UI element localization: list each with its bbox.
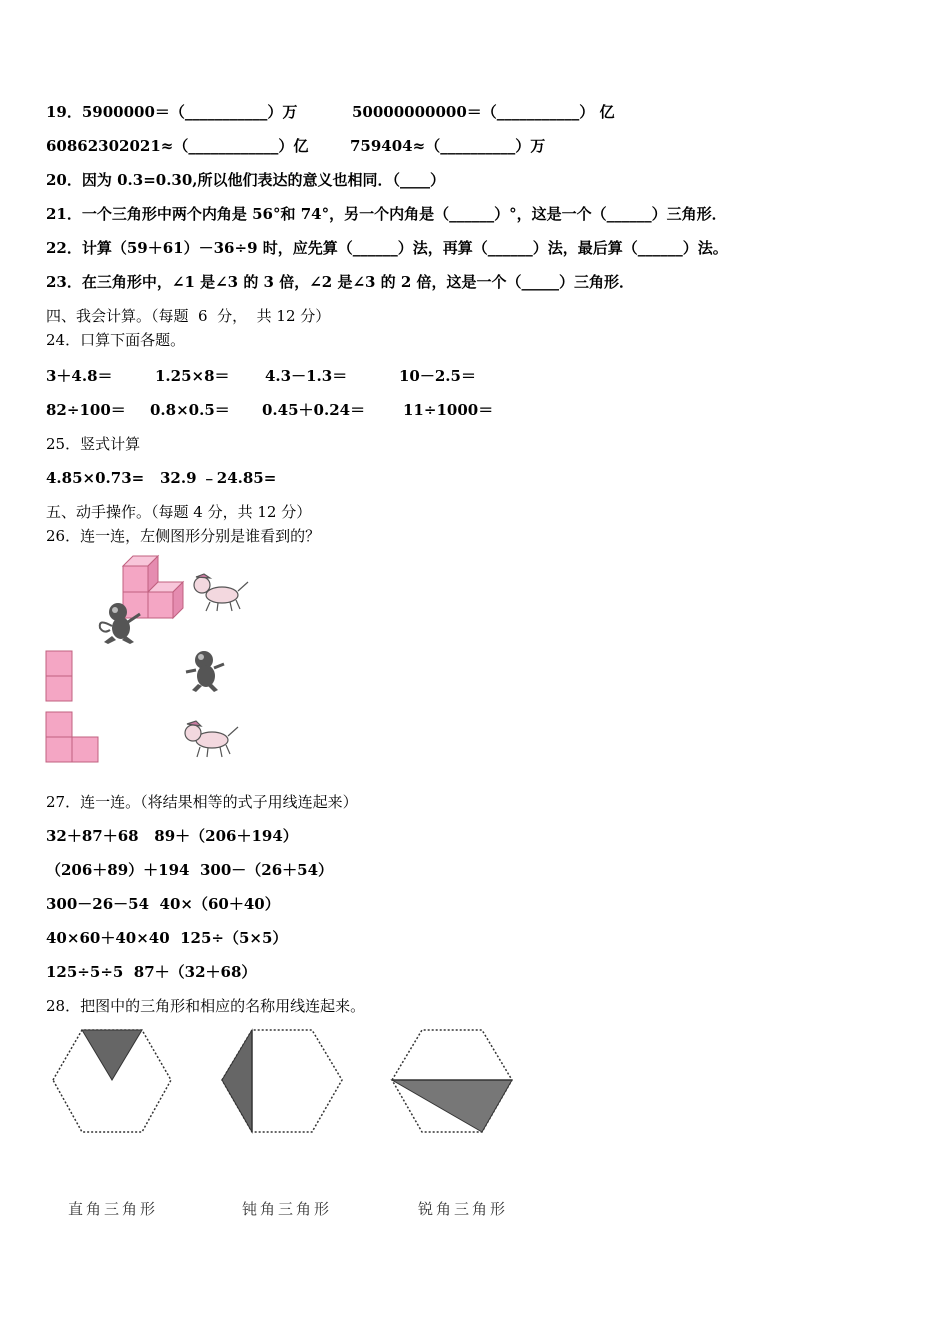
shape-l [46,712,98,762]
q28-title: 28．把图中的三角形和相应的名称用线连起来。 [46,997,366,1015]
hexagon-1 [53,1030,171,1132]
label-obtuse-triangle: 钝角三角形 [242,1200,333,1218]
q24-item: 0.8×0.5＝ [150,401,230,419]
dog-icon [194,574,248,611]
q24-item: 82÷100＝ [46,401,126,419]
q19-part-d: 759404≈（__________）万 [350,137,546,155]
q25-item: 4.85×0.73= [46,469,145,487]
hexagon-2 [222,1030,342,1132]
q27-row: 300－26－54 40×（60＋40） [46,895,280,913]
monkey-icon [186,651,224,692]
q27-row: 125÷5÷5 87＋（32＋68） [46,963,257,981]
label-right-triangle: 直角三角形 [68,1200,159,1218]
q24-item: 3＋4.8＝ [46,367,113,385]
q25-title: 25．竖式计算 [46,435,141,453]
q24-item: 0.45＋0.24＝ [262,401,366,419]
q26-title: 26．连一连，左侧图形分别是谁看到的？ [46,527,321,545]
q19-part-c: 60862302021≈（____________）亿 [46,137,309,155]
q27-row: 40×60＋40×40 125÷（5×5） [46,929,288,947]
label-acute-triangle: 锐角三角形 [418,1200,509,1218]
section-4-heading: 四、我会计算。（每题 6 分， 共 12 分） [46,307,331,325]
q19-part-a: 19．5900000＝（___________）万 [46,103,298,121]
q27-title: 27．连一连。（将结果相等的式子用线连起来） [46,793,358,811]
q25-item: 32.9 ﹣24.85= [160,469,277,487]
dog-icon [185,721,238,757]
q27-row: 32＋87＋68 89＋（206＋194） [46,827,298,845]
q20-text: 20．因为 0.3=0.30,所以他们表达的意义也相同．（____） [46,171,446,189]
q24-item: 10－2.5＝ [399,367,476,385]
q21-text: 21．一个三角形中两个内角是 56°和 74°，另一个内角是（______）°，这是一个（______）三角形． [46,205,727,223]
q22-text: 22．计算（59＋61）－36÷9 时，应先算（______）法，再算（______）法，最后算（______）法。 [46,239,728,257]
q24-item: 4.3－1.3＝ [265,367,348,385]
q19-part-b: 50000000000＝（___________） 亿 [352,103,615,121]
q27-row: （206＋89）＋194 300－（26＋54） [46,861,334,879]
section-5-heading: 五、动手操作。（每题 4 分，共 12 分） [46,503,312,521]
q23-text: 23．在三角形中，∠1 是∠3 的 3 倍，∠2 是∠3 的 2 倍，这是一个（_____）三角形． [46,273,635,291]
hexagon-3 [392,1030,512,1132]
q24-item: 11÷1000＝ [403,401,494,419]
q24-title: 24．口算下面各题。 [46,331,186,349]
pink-cube-stack [123,556,183,618]
q24-item: 1.25×8＝ [155,367,230,385]
shape-column [46,651,72,701]
